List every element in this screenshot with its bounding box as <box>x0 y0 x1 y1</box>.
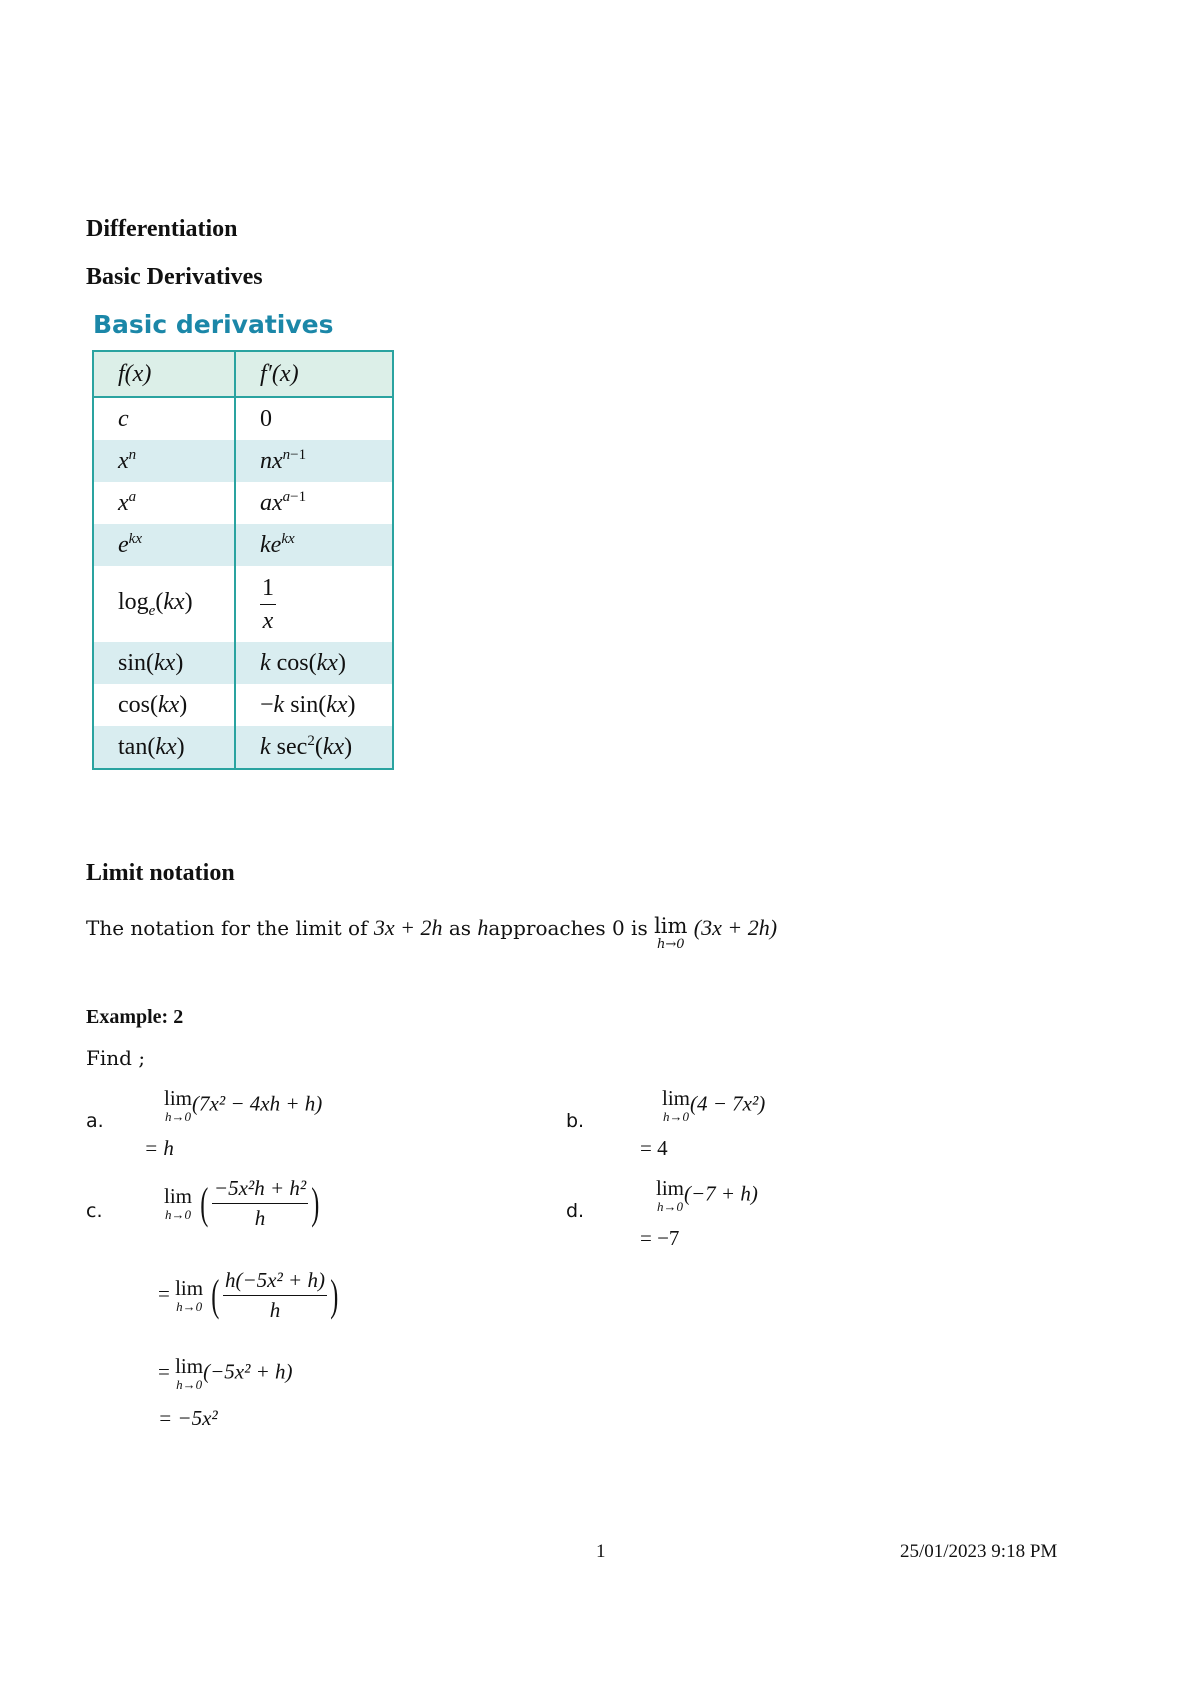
part-c-label: c. <box>86 1200 103 1222</box>
part-c-result: = −5x² <box>158 1406 218 1430</box>
limit-notation-heading: Limit notation <box>86 860 235 886</box>
header-fprime: f′(x) <box>235 351 393 397</box>
cell-fprime: −k sin(kx) <box>260 691 356 718</box>
cell-f: tan(kx) <box>93 726 235 769</box>
derivatives-table <box>92 350 394 770</box>
lim-operator: lim h→0 <box>164 1086 193 1124</box>
part-b-expression <box>662 1088 765 1123</box>
table-row <box>93 482 393 524</box>
part-d-label: d. <box>566 1200 585 1222</box>
limit-operand: (3x + 2h) <box>693 915 778 940</box>
part-a-operand: (7x² − 4xh + h) <box>192 1091 323 1116</box>
lim-operator: lim h→0 <box>656 1176 685 1214</box>
table-row <box>93 684 393 726</box>
part-a-label: a. <box>86 1110 104 1132</box>
page-number: 1 <box>596 1541 606 1562</box>
lim-word: lim <box>654 914 688 938</box>
example-heading: Example: 2 <box>86 1006 184 1028</box>
part-c-step2: = lim h→0 ( $\frac{\text{h(−5x² + h)}}{h}$ ) <box>158 1268 339 1322</box>
cell-f: cos(kx) <box>93 684 235 726</box>
lim-operator: lim h→0 <box>175 1276 204 1314</box>
part-d-result: = −7 <box>640 1226 680 1250</box>
cell-fprime: k cos(kx) <box>235 642 393 684</box>
part-c-step1: lim h→0 ( $\frac{\text{−5x²h + h²}}{h}$ ) <box>164 1176 320 1230</box>
lim-operator: lim h→0 <box>662 1086 691 1124</box>
cell-f: c <box>93 397 235 440</box>
lim-operator: lim h→0 <box>164 1184 193 1222</box>
lim-operator: lim h→0 <box>175 1354 204 1392</box>
table-row <box>93 642 393 684</box>
part-d-expression <box>656 1178 758 1213</box>
part-a-expression <box>164 1088 322 1123</box>
part-d-operand: (−7 + h) <box>684 1181 758 1206</box>
cell-fprime: k $\sec^2(kx)$ <box>235 726 393 769</box>
limit-text-b: as <box>448 916 472 940</box>
cell-f: sin(kx) <box>93 642 235 684</box>
table-caption: Basic derivatives <box>93 310 334 339</box>
cell-f: $\log_e(kx)$ <box>93 566 235 642</box>
limit-text-a: The notation for the limit of <box>86 916 368 940</box>
part-a-result: = h <box>144 1136 174 1160</box>
footer-timestamp: 25/01/2023 9:18 PM <box>900 1541 1058 1562</box>
part-c-step3-operand: (−5x² + h) <box>203 1359 293 1384</box>
part-b-operand: (4 − 7x²) <box>690 1091 766 1116</box>
cell-fprime: $\frac{1}{x}$ <box>262 574 274 634</box>
limit-var: h <box>477 915 489 940</box>
header-f: f(x) <box>93 351 235 397</box>
table-header-row <box>93 351 393 397</box>
table-row <box>93 397 393 440</box>
table-row <box>93 566 393 642</box>
cell-fprime: $ax^{a-1}$ <box>260 489 307 516</box>
cell-fprime: $ke^{kx}$ <box>235 524 393 566</box>
section-subtitle: Basic Derivatives <box>86 264 263 290</box>
find-label: Find ; <box>86 1046 146 1070</box>
part-c-fraction2: $\frac{\text{h(−5x² + h)}}{h}$ <box>225 1268 325 1322</box>
limit-operator <box>654 916 687 951</box>
limit-notation-text <box>86 908 777 951</box>
part-c-step3: = lim h→0 (−5x² + h) <box>158 1354 293 1392</box>
table-row <box>93 524 393 566</box>
limit-text-c: approaches 0 is <box>488 916 648 940</box>
part-b-label: b. <box>566 1110 585 1132</box>
cell-fprime: 0 <box>260 405 272 432</box>
part-c-fraction1: $\frac{\text{−5x²h + h²}}{h}$ <box>213 1176 307 1230</box>
lim-subscript: h→0 <box>656 937 685 952</box>
table-row <box>93 440 393 482</box>
document-title: Differentiation <box>86 216 238 242</box>
cell-f: $x^n$ <box>93 440 235 482</box>
cell-f: $x^a$ <box>93 482 235 524</box>
cell-fprime: $nx^{n-1}$ <box>235 440 393 482</box>
table-row <box>93 726 393 769</box>
limit-expr: 3x + 2h <box>373 915 443 940</box>
part-b-result: = 4 <box>640 1136 668 1160</box>
cell-f: $e^{kx}$ <box>93 524 235 566</box>
